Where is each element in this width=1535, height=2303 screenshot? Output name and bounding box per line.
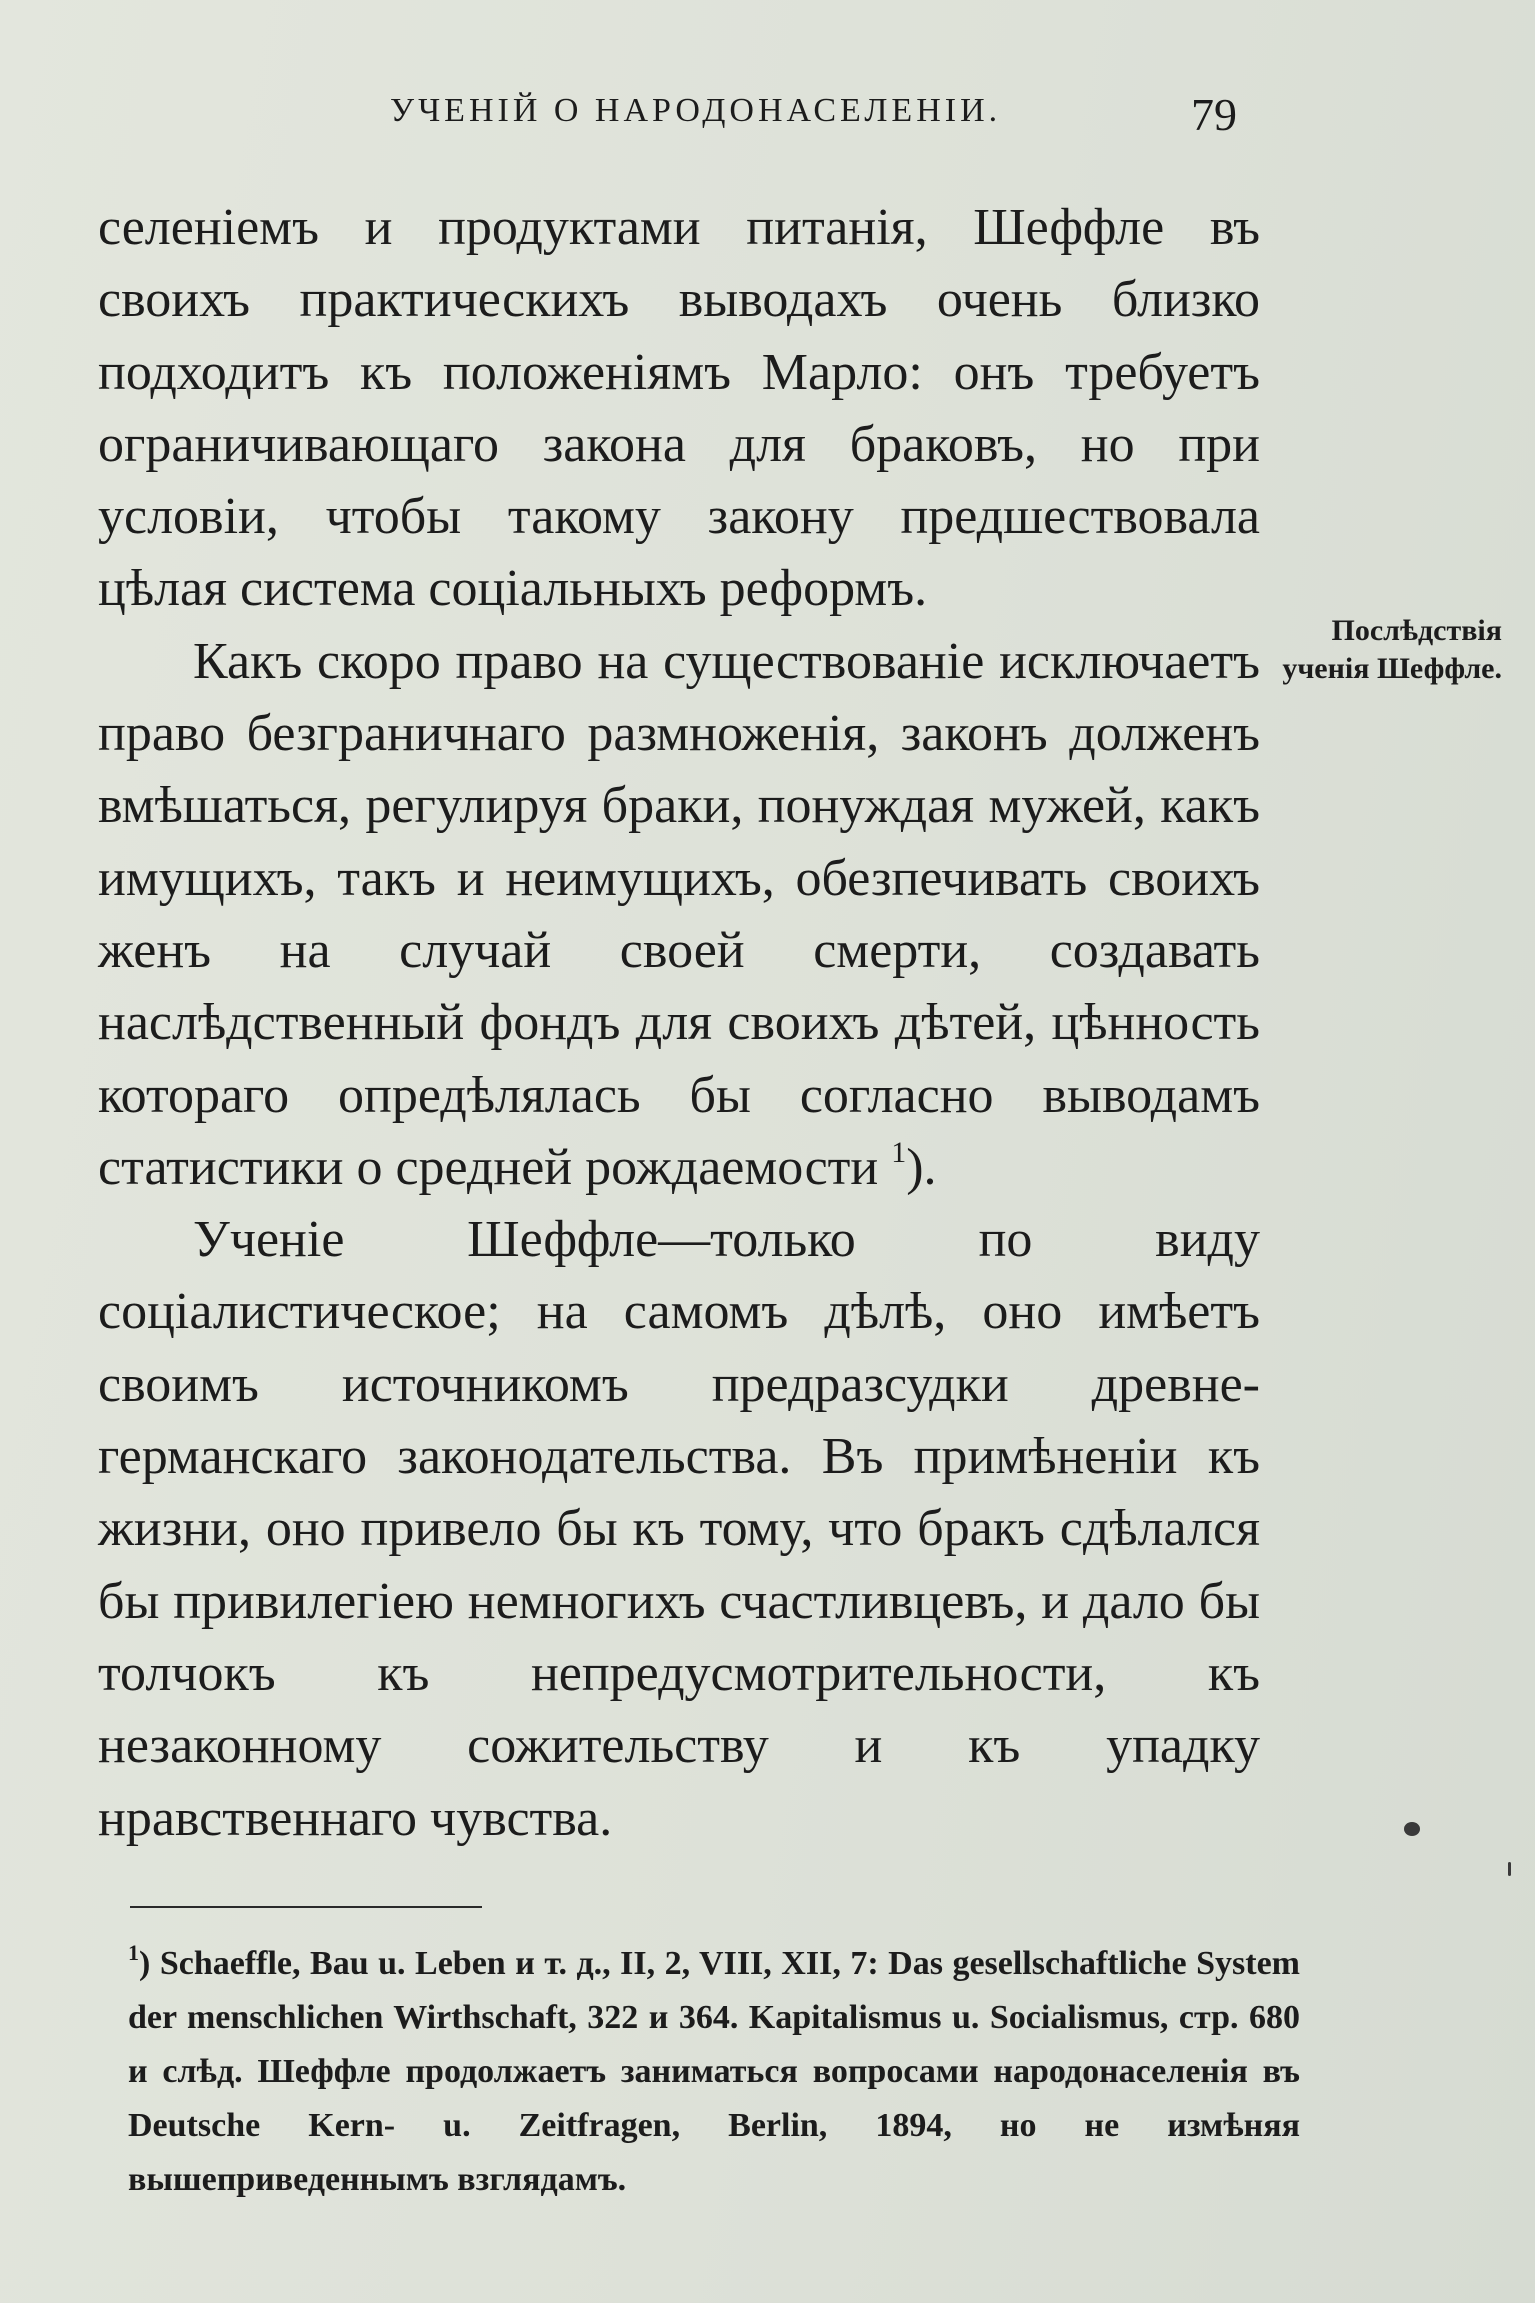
running-head: УЧЕНІЙ О НАРОДОНАСЕЛЕНІИ. bbox=[390, 92, 1002, 129]
page-number: 79 bbox=[1191, 89, 1237, 140]
page-header bbox=[95, 88, 1255, 144]
footnote-separator bbox=[130, 1906, 482, 1908]
ink-speck bbox=[1404, 1822, 1420, 1836]
paragraph-2-text: Какъ скоро право на существованіе исключаетъ право безграничнаго размноженія, законъ долженъ вмѣшаться, регулируя браки, понуждая мужей, какъ имущихъ, такъ и неимущихъ, обезпечивать своихъ женъ на случай своей смерти, создавать наслѣдственный фондъ для своихъ дѣтей, цѣнность котораго опредѣлялась бы согласно выводамъ статистики о средней рождаемости bbox=[98, 632, 1260, 1196]
footnote-text: ) Schaeffle, Bau u. Leben и т. д., II, 2, VIII, XII, 7: Das gesellschaftliche System der menschlichen Wirthschaft, 322 и 364. Kapitalismus u. Socialismus, стр. 680 и слѣд. Шеффле продолжаетъ заниматься вопросами народонаселенія въ Deutsche Kern- u. Zeitfragen, Berlin, 1894, но не измѣняя вышеприведеннымъ взглядамъ. bbox=[128, 1945, 1300, 2198]
paragraph-2 bbox=[98, 626, 1260, 1204]
margin-note: Послѣдствія ученія Шеффле. bbox=[1282, 614, 1502, 685]
main-text bbox=[98, 192, 1260, 1855]
paragraph-1: селеніемъ и продуктами питанія, Шеффле въ своихъ практическихъ выводахъ очень близко подходитъ къ положеніямъ Марло: онъ требуетъ ограничивающаго закона для браковъ, но при условіи, чтобы такому закону предшествовала цѣлая система соціальныхъ реформъ. bbox=[98, 199, 1260, 618]
footnote bbox=[128, 1937, 1300, 2207]
paragraph-2-end: ). bbox=[906, 1138, 937, 1196]
footnote-marker: 1 bbox=[128, 1940, 139, 1965]
ink-speck bbox=[1508, 1862, 1511, 1876]
footnote-reference: 1 bbox=[891, 1135, 907, 1169]
paragraph-3: Ученіе Шеффле—только по виду соціалистическое; на самомъ дѣлѣ, оно имѣетъ своимъ источникомъ предразсудки древне-германскаго законодательства. Въ примѣненіи къ жизни, оно привело бы къ тому, что бракъ сдѣлался бы привилегіею немногихъ счастливцевъ, и дало бы толчокъ къ непредусмотрительности, къ незаконному сожительству и къ упадку нравственнаго чувства. bbox=[98, 1211, 1260, 1847]
